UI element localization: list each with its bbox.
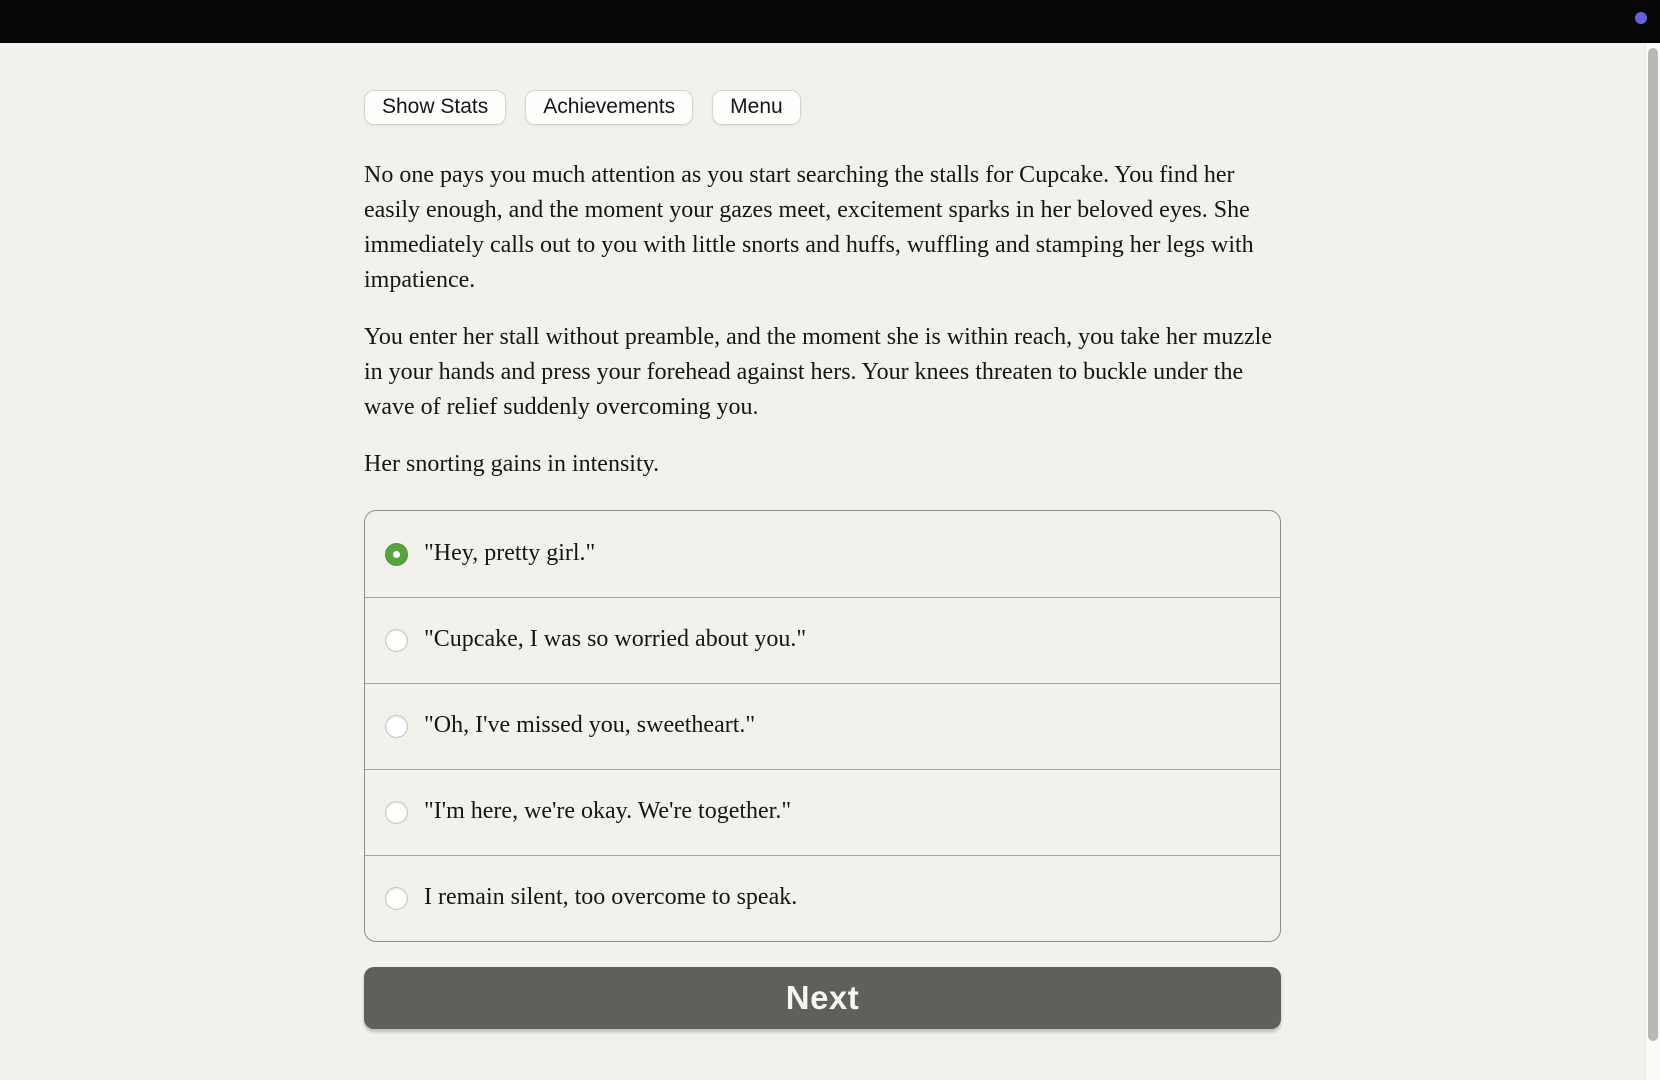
choice-label: "Oh, I've missed you, sweetheart." [424, 712, 756, 738]
scrollbar-thumb[interactable] [1648, 48, 1658, 1041]
radio-button[interactable] [385, 543, 408, 566]
radio-button[interactable] [385, 629, 408, 652]
story-text [364, 158, 1281, 482]
top-bar [0, 0, 1660, 43]
choice-option-3[interactable] [365, 683, 1280, 769]
story-paragraph: You enter her stall without preamble, and the moment she is within reach, you take her muzzle in your hands and press your forehead against hers. Your knees threaten to buckle under the wave of relief suddenly overcoming you. [364, 324, 1272, 420]
radio-button[interactable] [385, 715, 408, 738]
next-button[interactable]: Next [364, 967, 1281, 1029]
choice-option-1[interactable] [365, 511, 1280, 597]
choice-option-5[interactable] [365, 855, 1280, 941]
story-paragraph: Her snorting gains in intensity. [364, 451, 660, 477]
choice-option-2[interactable] [365, 597, 1280, 683]
choice-label: I remain silent, too overcome to speak. [424, 884, 798, 910]
radio-button[interactable] [385, 801, 408, 824]
scrollbar-track[interactable] [1645, 43, 1660, 1080]
game-content [364, 43, 1281, 1029]
choice-label: "Hey, pretty girl." [424, 539, 596, 566]
choice-label: "I'm here, we're okay. We're together." [424, 798, 792, 824]
menu-button[interactable]: Menu [712, 90, 801, 125]
toolbar [364, 90, 1281, 125]
achievements-button[interactable]: Achievements [525, 90, 693, 125]
status-indicator-dot [1635, 12, 1647, 24]
show-stats-button[interactable]: Show Stats [364, 90, 506, 125]
story-paragraph: No one pays you much attention as you start searching the stalls for Cupcake. You find her easily enough, and the moment your gazes meet, excitement sparks in her beloved eyes. She immediately calls out to you with little snorts and huffs, wuffling and stamping her legs with impatience. [364, 162, 1254, 293]
radio-button[interactable] [385, 887, 408, 910]
choice-list [364, 510, 1281, 942]
choice-label: "Cupcake, I was so worried about you." [424, 626, 807, 652]
choice-option-4[interactable] [365, 769, 1280, 855]
